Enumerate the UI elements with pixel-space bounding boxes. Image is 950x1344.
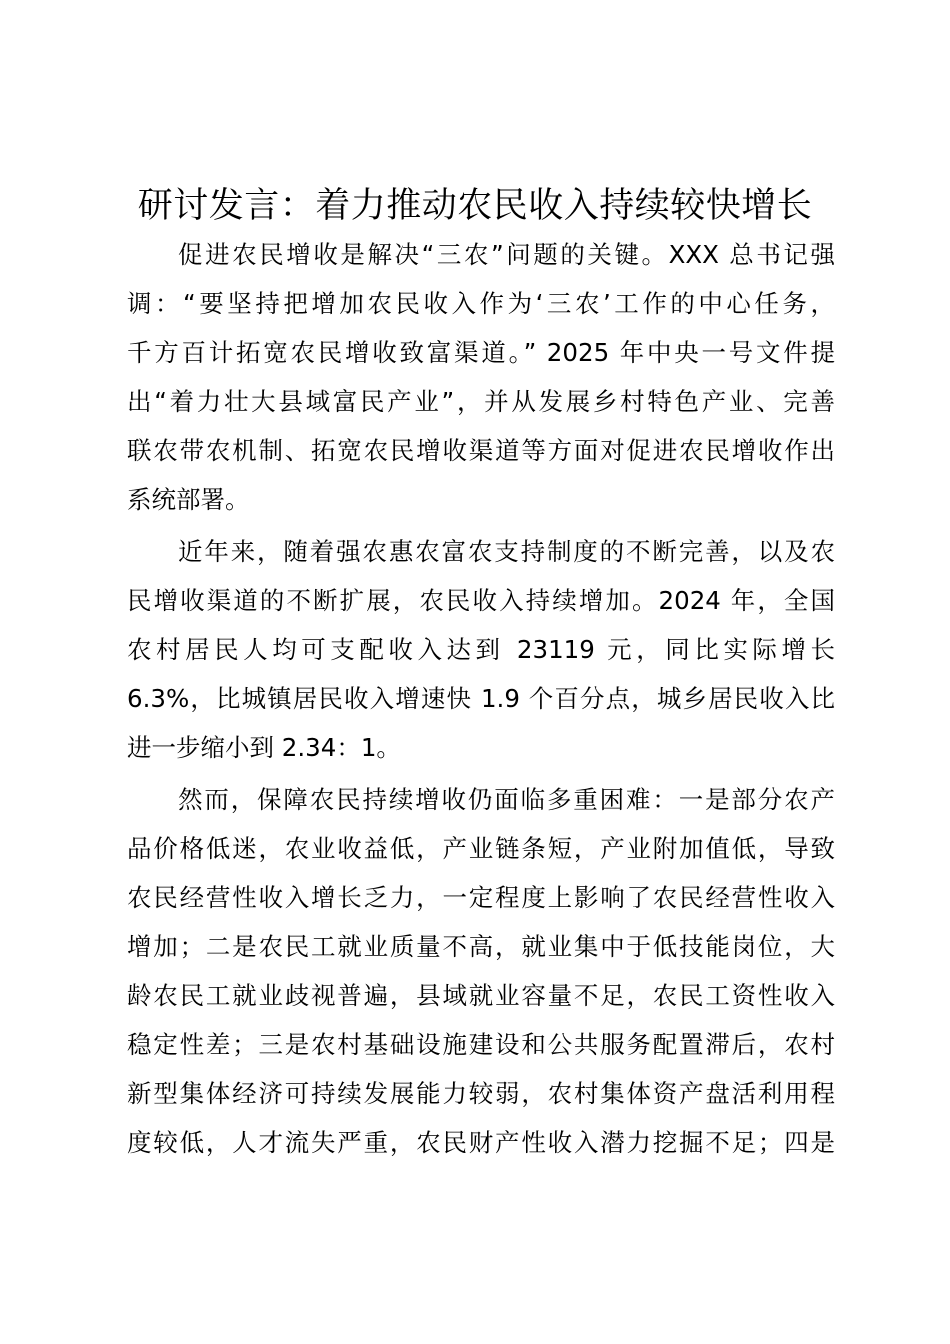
paragraph-1 xyxy=(127,230,835,524)
paragraph-line: 民增收渠道的不断扩展，农民收入持续增加。2024 年，全国 xyxy=(127,586,835,615)
paragraph-line: 稳定性差；三是农村基础设施建设和公共服务配置滞后，农村 xyxy=(127,1030,835,1059)
paragraph-line: 出“着力壮大县域富民产业”，并从发展乡村特色产业、完善 xyxy=(127,387,835,416)
document-body xyxy=(127,230,835,1170)
paragraph-line: 度较低，人才流失严重，农民财产性收入潜力挖掘不足；四是 xyxy=(127,1128,835,1157)
paragraph-line: 千方百计拓宽农民增收致富渠道。” 2025 年中央一号文件提 xyxy=(127,338,835,367)
paragraph-line: 促进农民增收是解决“三农”问题的关键。XXX 总书记强 xyxy=(178,240,835,269)
paragraph-line: 农民经营性收入增长乏力，一定程度上影响了农民经营性收入 xyxy=(127,883,835,912)
paragraph-line: 农村居民人均可支配收入达到 23119 元，同比实际增长 xyxy=(127,635,835,664)
paragraph-line: 调：“要坚持把增加农民收入作为‘三农’工作的中心任务， xyxy=(127,289,835,318)
paragraph-line: 6.3%，比城镇居民收入增速快 1.9 个百分点，城乡居民收入比 xyxy=(127,684,835,713)
paragraph-line: 进一步缩小到 2.34：1。 xyxy=(127,733,401,762)
paragraph-3 xyxy=(127,775,835,1167)
paragraph-line: 然而，保障农民持续增收仍面临多重困难：一是部分农产 xyxy=(178,785,835,814)
paragraph-2 xyxy=(127,527,835,772)
paragraph-line: 龄农民工就业歧视普遍，县域就业容量不足，农民工资性收入 xyxy=(127,981,835,1010)
paragraph-line: 系统部署。 xyxy=(127,485,250,514)
paragraph-line: 新型集体经济可持续发展能力较弱，农村集体资产盘活利用程 xyxy=(127,1079,835,1108)
paragraph-line: 近年来，随着强农惠农富农支持制度的不断完善，以及农 xyxy=(178,537,835,566)
document-title: 研讨发言：着力推动农民收入持续较快增长 xyxy=(137,186,813,226)
paragraph-line: 增加；二是农民工就业质量不高，就业集中于低技能岗位，大 xyxy=(127,932,835,961)
paragraph-line: 品价格低迷，农业收益低，产业链条短，产业附加值低，导致 xyxy=(127,834,835,863)
paragraph-line: 联农带农机制、拓宽农民增收渠道等方面对促进农民增收作出 xyxy=(127,436,835,465)
